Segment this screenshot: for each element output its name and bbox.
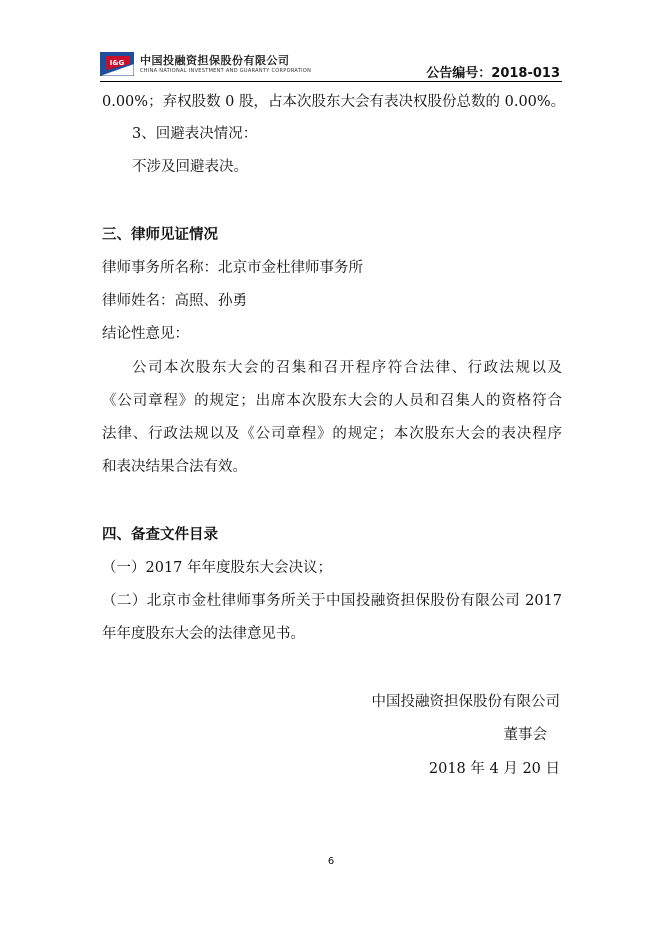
- notice-number: 公告编号：2018-013: [426, 66, 560, 81]
- company-name-en: CHINA NATIONAL INVESTMENT AND GUARANTY CORPORATION: [140, 68, 312, 74]
- opinion-label: 结论性意见：: [102, 326, 189, 342]
- signature-company: 中国投融资担保股份有限公司: [371, 694, 560, 710]
- doc-item-2-line2: 年年度股东大会的法律意见书。: [102, 626, 305, 642]
- company-name-cn: 中国投融资担保股份有限公司: [140, 54, 290, 67]
- item3-title: 3、回避表决情况：: [132, 126, 258, 142]
- opinion-line: 和表决结果合法有效。: [102, 459, 247, 475]
- page-header: [100, 48, 562, 84]
- opinion-line: 公司本次股东大会的召集和召开程序符合法律、行政法规以及: [132, 360, 562, 376]
- logo-text: I&G: [109, 59, 125, 67]
- doc-item-1: （一）2017 年年度股东大会决议；: [102, 560, 333, 576]
- opinion-line: 法律、行政法规以及《公司章程》的规定；本次股东大会的表决程序: [102, 426, 562, 442]
- page-number: 6: [327, 856, 335, 867]
- company-logo-icon: [100, 52, 134, 76]
- law-firm-name: 律师事务所名称：北京市金杜律师事务所: [102, 260, 363, 276]
- signature-date: 2018 年 4 月 20 日: [428, 761, 560, 777]
- opinion-line: 《公司章程》的规定；出席本次股东大会的人员和召集人的资格符合: [102, 393, 562, 409]
- section4-title: 四、备查文件目录: [102, 527, 218, 543]
- continuation-text: 0.00%；弃权股数 0 股，占本次股东大会有表决权股份总数的 0.00%。: [102, 94, 566, 110]
- item3-text: 不涉及回避表决。: [132, 159, 248, 175]
- header-divider: [100, 81, 562, 82]
- signature-board: 董事会: [503, 727, 547, 743]
- doc-item-2-line1: （二）北京市金杜律师事务所关于中国投融资担保股份有限公司 2017: [102, 593, 562, 609]
- lawyer-names: 律师姓名：高照、孙勇: [102, 293, 247, 309]
- section3-title: 三、律师见证情况: [102, 227, 218, 243]
